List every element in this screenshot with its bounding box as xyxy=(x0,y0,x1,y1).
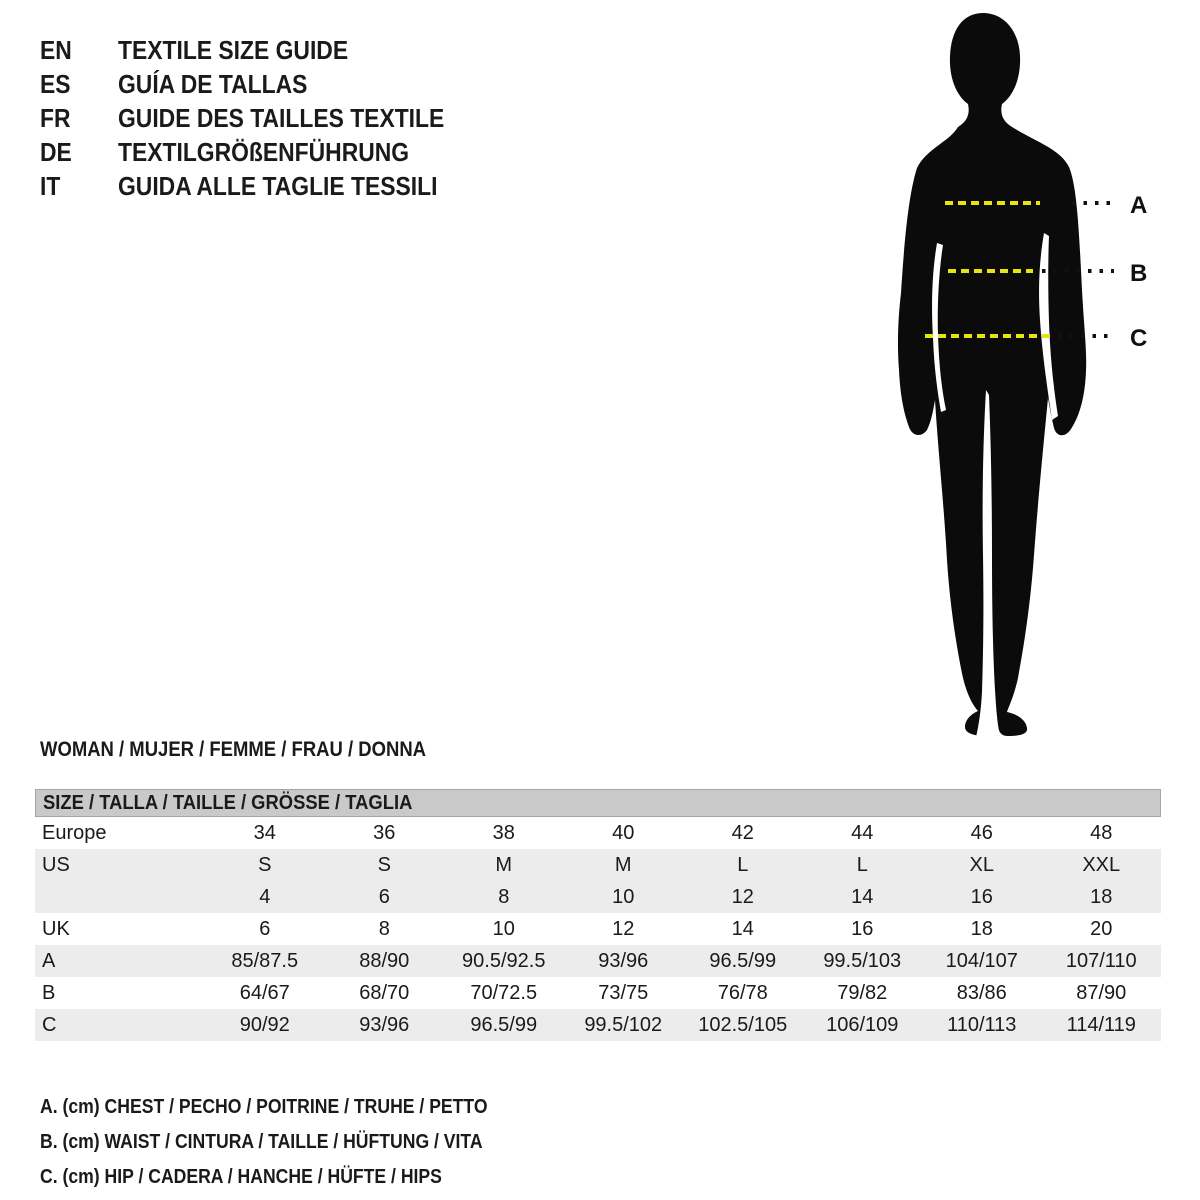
table-cell: 12 xyxy=(612,917,635,940)
marker-A-label: A xyxy=(1130,192,1148,219)
table-cell: 99.5/102 xyxy=(584,1013,663,1036)
table-cell: 4 xyxy=(259,885,271,908)
table-cell: 48 xyxy=(1090,821,1113,844)
table-cell: 64/67 xyxy=(239,981,290,1004)
table-cell: L xyxy=(737,853,749,876)
table-cell: 10 xyxy=(492,917,515,940)
table-cell: 44 xyxy=(851,821,874,844)
table-cell: 76/78 xyxy=(717,981,768,1004)
marker-C-label: C xyxy=(1130,325,1148,352)
table-cell: 102.5/105 xyxy=(698,1013,788,1036)
table-row xyxy=(35,881,1161,913)
table-row xyxy=(35,945,1161,977)
table-cell: 106/109 xyxy=(826,1013,899,1036)
lang-title: GUIDA ALLE TAGLIE TESSILI xyxy=(118,171,438,201)
table-cell: 114/119 xyxy=(1066,1013,1136,1036)
size-table xyxy=(35,789,1161,1041)
table-row xyxy=(35,1009,1161,1041)
lang-code: FR xyxy=(40,103,71,133)
size-table-header xyxy=(35,789,1161,817)
table-cell: 110/113 xyxy=(947,1013,1017,1036)
lang-title: GUIDE DES TAILLES TEXTILE xyxy=(118,103,445,133)
table-row xyxy=(35,913,1161,945)
table-row xyxy=(35,817,1161,849)
legend-chest-text: A. (cm) CHEST / PECHO / POITRINE / TRUHE / PETTO xyxy=(40,1096,488,1118)
table-cell: 14 xyxy=(851,885,874,908)
size-table-header-text: SIZE / TALLA / TAILLE / GRÖSSE / TAGLIA xyxy=(43,792,413,814)
legend-waist xyxy=(40,1125,549,1160)
table-cell: 85/87.5 xyxy=(231,949,299,972)
table-cell: 16 xyxy=(851,917,874,940)
table-cell: 68/70 xyxy=(359,981,410,1004)
table-cell: 6 xyxy=(259,917,271,940)
table-cell: 93/96 xyxy=(359,1013,410,1036)
lang-code: IT xyxy=(40,171,61,201)
table-row xyxy=(35,977,1161,1009)
table-cell: 34 xyxy=(253,821,276,844)
table-cell: 46 xyxy=(970,821,993,844)
table-cell: 93/96 xyxy=(598,949,649,972)
table-cell: 40 xyxy=(612,821,635,844)
table-cell: 90/92 xyxy=(239,1013,290,1036)
table-cell: L xyxy=(856,853,868,876)
table-cell: 90.5/92.5 xyxy=(462,949,546,972)
section-title xyxy=(40,735,479,765)
table-cell: 6 xyxy=(378,885,390,908)
table-cell: 104/107 xyxy=(945,949,1018,972)
table-cell: XXL xyxy=(1082,853,1121,876)
woman-silhouette-figure xyxy=(880,0,1200,740)
row-label: Europe xyxy=(42,821,107,844)
table-cell: XL xyxy=(969,853,994,876)
table-cell: 42 xyxy=(731,821,754,844)
table-cell: 38 xyxy=(492,821,515,844)
lang-title: TEXTILGRÖßENFÜHRUNG xyxy=(118,137,410,167)
measurement-legend xyxy=(40,1090,549,1195)
table-cell: 83/86 xyxy=(956,981,1007,1004)
table-cell: S xyxy=(258,853,272,876)
lang-row-de xyxy=(40,135,489,169)
legend-chest xyxy=(40,1090,549,1125)
table-cell: 20 xyxy=(1090,917,1113,940)
table-cell: 16 xyxy=(970,885,993,908)
legend-waist-text: B. (cm) WAIST / CINTURA / TAILLE / HÜFTUNG / VITA xyxy=(40,1131,483,1153)
table-cell: 14 xyxy=(731,917,754,940)
table-cell: 87/90 xyxy=(1076,981,1127,1004)
lang-code: DE xyxy=(40,137,72,167)
lang-row-fr xyxy=(40,101,489,135)
table-cell: 12 xyxy=(731,885,754,908)
table-cell: 8 xyxy=(378,917,390,940)
table-cell: 107/110 xyxy=(1065,949,1137,972)
language-list xyxy=(40,33,489,203)
legend-hip xyxy=(40,1160,549,1195)
row-label: C xyxy=(42,1013,57,1036)
row-label: UK xyxy=(42,917,70,940)
table-cell: 10 xyxy=(612,885,635,908)
legend-hip-text: C. (cm) HIP / CADERA / HANCHE / HÜFTE / HIPS xyxy=(40,1166,442,1188)
table-cell: 36 xyxy=(373,821,396,844)
table-cell: 73/75 xyxy=(598,981,649,1004)
table-cell: 79/82 xyxy=(837,981,888,1004)
table-cell: 96.5/99 xyxy=(470,1013,538,1036)
lang-code: EN xyxy=(40,35,72,65)
lang-row-es xyxy=(40,67,489,101)
table-cell: 8 xyxy=(498,885,510,908)
table-cell: S xyxy=(377,853,391,876)
row-label: A xyxy=(42,949,56,972)
row-label: B xyxy=(42,981,56,1004)
row-label: US xyxy=(42,853,70,876)
section-title-text: WOMAN / MUJER / FEMME / FRAU / DONNA xyxy=(40,738,427,761)
table-row xyxy=(35,849,1161,881)
lang-row-en xyxy=(40,33,489,67)
table-cell: 70/72.5 xyxy=(470,981,538,1004)
table-cell: M xyxy=(495,853,513,876)
table-cell: 18 xyxy=(970,917,993,940)
table-cell: 18 xyxy=(1090,885,1113,908)
lang-title: TEXTILE SIZE GUIDE xyxy=(118,35,349,65)
table-cell: M xyxy=(614,853,632,876)
lang-title: GUÍA DE TALLAS xyxy=(118,69,308,99)
lang-code: ES xyxy=(40,69,71,99)
lang-row-it xyxy=(40,169,489,203)
size-table-rows xyxy=(35,817,1161,1041)
table-cell: 96.5/99 xyxy=(709,949,777,972)
table-cell: 88/90 xyxy=(359,949,410,972)
table-cell: 99.5/103 xyxy=(823,949,902,972)
marker-B-label: B xyxy=(1130,260,1148,287)
